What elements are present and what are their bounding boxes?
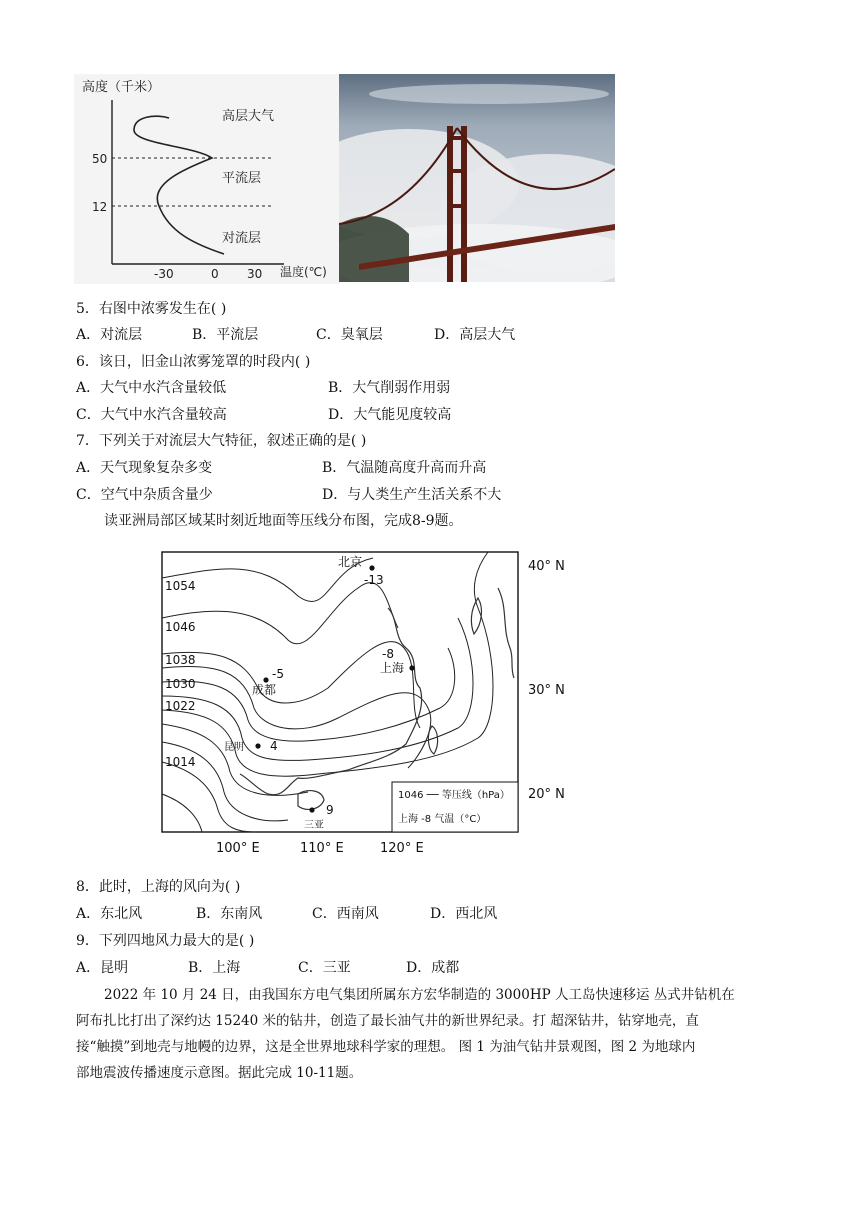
city-name-chengdu: 成都 bbox=[252, 683, 277, 697]
layer-label-upper: 高层大气 bbox=[222, 109, 275, 124]
isobar-label-1030: 1030 bbox=[165, 677, 196, 691]
intro-8-9: 读亚洲局部区域某时刻近地面等压线分布图，完成8-9题。 bbox=[104, 513, 463, 529]
layer-label-stratosphere: 平流层 bbox=[222, 171, 262, 186]
city-name-kunming: 昆明 bbox=[224, 742, 244, 753]
isobar-label-1038: 1038 bbox=[165, 653, 196, 667]
layer-label-troposphere: 对流层 bbox=[222, 231, 262, 246]
city-temp-shanghai: -8 bbox=[382, 647, 394, 661]
y-tick-12: 12 bbox=[92, 200, 108, 214]
q7-option-c: C．空气中杂质含量少 bbox=[76, 487, 213, 503]
city-dot-sanya bbox=[309, 807, 314, 812]
q6-option-d: D．大气能见度较高 bbox=[328, 407, 452, 423]
city-temp-sanya: 9 bbox=[326, 803, 334, 817]
x-axis-label: 温度(℃) bbox=[280, 265, 327, 279]
lon-label-100e: 100° E bbox=[216, 841, 260, 856]
q5-option-d: D．高层大气 bbox=[434, 327, 516, 343]
isobar-label-1022: 1022 bbox=[165, 699, 196, 713]
city-dot-chengdu bbox=[263, 677, 268, 682]
golden-gate-bridge-in-fog-photo bbox=[339, 74, 615, 282]
y-axis-label: 高度（千米） bbox=[82, 80, 161, 95]
isobar-label-1046: 1046 bbox=[165, 620, 196, 634]
lat-label-40n: 40° N bbox=[528, 559, 565, 574]
q6-option-a: A．大气中水汽含量较低 bbox=[76, 380, 227, 396]
lat-label-20n: 20° N bbox=[528, 787, 565, 802]
q9-stem: 9．下列四地风力最大的是( ) bbox=[76, 933, 255, 949]
city-name-beijing: 北京 bbox=[338, 555, 363, 569]
q8-option-b: B．东南风 bbox=[196, 906, 263, 922]
q7-option-b: B．气温随高度升高而升高 bbox=[322, 460, 487, 476]
q5-stem: 5．右图中浓雾发生在( ) bbox=[76, 301, 227, 317]
city-name-shanghai: 上海 bbox=[380, 661, 405, 675]
passage-line-3: 接“触摸”到地壳与地幔的边界，这是全世界地球科学家的理想。 图 1 为油气钻井景观图，图 2 为地球内 bbox=[76, 1039, 696, 1055]
city-dot-kunming bbox=[255, 743, 260, 748]
lon-label-110e: 110° E bbox=[300, 841, 344, 856]
city-dot-beijing bbox=[369, 565, 374, 570]
q9-option-a: A．昆明 bbox=[76, 960, 129, 976]
atmosphere-profile-figure bbox=[74, 74, 340, 284]
lat-label-30n: 30° N bbox=[528, 683, 565, 698]
lon-label-120e: 120° E bbox=[380, 841, 424, 856]
x-tick-30: 30 bbox=[247, 267, 263, 281]
isobar-map bbox=[158, 548, 578, 862]
city-temp-kunming: 4 bbox=[270, 739, 278, 753]
q9-option-d: D．成都 bbox=[406, 960, 460, 976]
q6-stem: 6．该日，旧金山浓雾笼罩的时段内( ) bbox=[76, 354, 311, 370]
passage-line-1: 2022 年 10 月 24 日，由我国东方电气集团所属东方宏华制造的 3000HP 人工岛快速移运 丛式井钻机在 bbox=[104, 987, 735, 1003]
q9-option-b: B．上海 bbox=[188, 960, 241, 976]
q7-stem: 7．下列关于对流层大气特征，叙述正确的是( ) bbox=[76, 433, 367, 449]
isobar-label-1014: 1014 bbox=[165, 755, 196, 769]
city-name-sanya: 三亚 bbox=[304, 820, 324, 831]
city-dot-shanghai bbox=[409, 665, 414, 670]
city-temp-chengdu: -5 bbox=[272, 667, 284, 681]
x-tick-minus30: -30 bbox=[154, 267, 174, 281]
q9-option-c: C．三亚 bbox=[298, 960, 351, 976]
q7-option-d: D．与人类生产生活关系不大 bbox=[322, 487, 502, 503]
q8-option-c: C．西南风 bbox=[312, 906, 379, 922]
legend-temp: 上海 -8 气温（°C） bbox=[398, 814, 487, 825]
q5-option-a: A．对流层 bbox=[76, 327, 143, 343]
q6-option-b: B．大气削弱作用弱 bbox=[328, 380, 451, 396]
q5-option-b: B．平流层 bbox=[192, 327, 259, 343]
city-temp-beijing: -13 bbox=[364, 573, 384, 587]
isobar-label-1054: 1054 bbox=[165, 579, 196, 593]
passage-line-4: 部地震波传播速度示意图。据此完成 10-11题。 bbox=[76, 1065, 363, 1081]
legend-isobar: 1046 ── 等压线（hPa） bbox=[398, 790, 510, 801]
q6-option-c: C．大气中水汽含量较高 bbox=[76, 407, 227, 423]
y-tick-50: 50 bbox=[92, 152, 108, 166]
passage-line-2: 阿布扎比打出了深约达 15240 米的钻井，创造了最长油气井的新世界纪录。打 超深钻井，钻穿地壳，直 bbox=[76, 1013, 699, 1029]
q7-option-a: A．天气现象复杂多变 bbox=[76, 460, 213, 476]
q5-option-c: C．臭氧层 bbox=[316, 327, 383, 343]
q8-option-d: D．西北风 bbox=[430, 906, 498, 922]
x-tick-0: 0 bbox=[211, 267, 219, 281]
q8-stem: 8．此时，上海的风向为( ) bbox=[76, 879, 241, 895]
q8-option-a: A．东北风 bbox=[76, 906, 143, 922]
